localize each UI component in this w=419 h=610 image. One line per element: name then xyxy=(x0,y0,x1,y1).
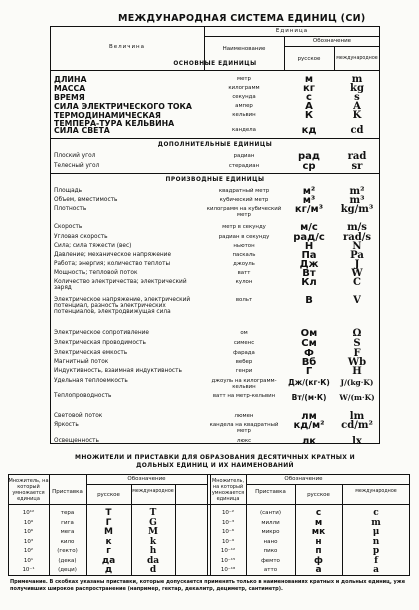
symbol-russian: См xyxy=(301,338,317,349)
symbol-russian: Г xyxy=(105,517,112,528)
header-quantity: Величина xyxy=(108,44,146,50)
prefix-name: (гекто) xyxy=(57,548,78,554)
quantity-name: Яркость xyxy=(54,422,79,428)
symbol-international: c xyxy=(373,508,379,518)
header-prefix: Приставка xyxy=(52,489,83,495)
quantity-name: Работа; энергия; количество теплоты xyxy=(54,261,171,267)
quantity-name: Освещенность xyxy=(54,438,99,444)
divider xyxy=(50,70,380,71)
unit-name: радиан в секунду xyxy=(218,234,270,240)
symbol-russian: к xyxy=(105,536,112,547)
header-international: международное xyxy=(336,56,378,61)
symbol-international: Pa xyxy=(350,250,364,261)
quantity-name: Световой поток xyxy=(54,413,103,419)
multiplier: 10⁻¹ xyxy=(22,567,35,573)
symbol-international: p xyxy=(372,546,380,556)
prefix-name: фемто xyxy=(261,557,280,564)
symbol-international: W/(m·K) xyxy=(339,393,375,402)
symbol-international: d xyxy=(149,565,157,575)
unit-name: метр xyxy=(237,76,251,82)
unit-name: ватт xyxy=(237,270,251,276)
header-unit: Единица xyxy=(275,28,309,34)
prefix-name: милли xyxy=(261,519,280,526)
page-title: МЕЖДУНАРОДНАЯ СИСТЕМА ЕДИНИЦ (СИ) xyxy=(118,13,366,24)
symbol-russian: а xyxy=(315,565,322,575)
symbol-international: rad/s xyxy=(342,232,372,243)
symbol-russian: п xyxy=(315,546,322,556)
symbol-international: k xyxy=(149,536,157,547)
prefix-table-title: МНОЖИТЕЛИ И ПРИСТАВКИ ДЛЯ ОБРАЗОВАНИЯ ДЕСЯТИЧНЫХ КРАТНЫХ И ДОЛЬНЫХ ЕДИНИЦ И ИХ НАИМЕНОВАНИЙ xyxy=(75,454,355,469)
symbol-russian: Ом xyxy=(300,328,318,339)
quantity-name: Электрическое сопротивление xyxy=(54,330,149,336)
symbol-international: A xyxy=(353,101,361,112)
header-international: международное xyxy=(132,489,174,494)
header-russian: русское xyxy=(97,492,120,498)
section-supplementary: ДОПОЛНИТЕЛЬНЫЕ ЕДИНИЦЫ xyxy=(157,142,273,148)
quantity-name: Угловая скорость xyxy=(54,234,108,240)
divider xyxy=(207,474,208,576)
unit-name: люкс xyxy=(236,438,252,444)
unit-name: ампер xyxy=(235,103,253,109)
unit-name: ватт на метр-кельвин xyxy=(212,393,276,399)
multiplier: 10⁻⁶ xyxy=(221,529,235,535)
quantity-name: Давление; механическое напряжение xyxy=(54,252,172,258)
symbol-international: Ω xyxy=(352,328,362,339)
quantity-name: Удельная теплоемкость xyxy=(54,378,128,384)
section-derived: ПРОИЗВОДНЫЕ ЕДИНИЦЫ xyxy=(165,177,265,183)
quantity-name: СИЛА СВЕТА xyxy=(54,126,110,135)
symbol-international: V xyxy=(353,295,361,306)
symbol-russian: В xyxy=(305,295,313,306)
quantity-name: Мощность; тепловой поток xyxy=(54,270,138,276)
symbol-international: lx xyxy=(352,436,362,447)
quantity-name: Сила; сила тяжести (вес) xyxy=(54,243,132,249)
section-base: ОСНОВНЫЕ ЕДИНИЦЫ xyxy=(173,61,257,67)
symbol-russian: м³ xyxy=(302,195,316,206)
unit-name: вольт xyxy=(235,297,253,303)
unit-name: сименс xyxy=(233,340,255,346)
prefix-name: тера xyxy=(60,510,75,516)
unit-name: квадратный метр xyxy=(218,188,270,194)
unit-name: джоуль xyxy=(233,261,255,267)
prefix-name: гига xyxy=(61,519,74,526)
multiplier: 10⁹ xyxy=(23,519,34,526)
symbol-international: C xyxy=(353,277,361,288)
symbol-international: J/(kg·K) xyxy=(340,378,374,387)
unit-name: стерадиан xyxy=(228,163,260,169)
unit-row xyxy=(50,206,380,218)
symbol-russian: кг xyxy=(302,83,315,94)
symbol-international: h xyxy=(149,546,157,556)
divider xyxy=(204,36,380,37)
symbol-russian: лк xyxy=(301,436,317,447)
symbol-russian: ср xyxy=(302,161,316,172)
divider xyxy=(246,484,410,485)
quantity-name: Электрическая проводимость xyxy=(54,340,146,346)
quantity-name: Индуктивность, взаимная индуктивность xyxy=(54,368,182,374)
prefix-name: нано xyxy=(263,538,278,545)
prefix-name: (деци) xyxy=(58,567,77,573)
symbol-russian: м² xyxy=(302,186,316,197)
symbol-international: sr xyxy=(351,161,363,172)
quantity-name: МАССА xyxy=(54,84,86,93)
symbol-russian: кг/м³ xyxy=(294,204,324,215)
symbol-russian: А xyxy=(305,101,313,112)
unit-name: кандела на квадратный метр xyxy=(209,422,279,434)
symbol-russian: м xyxy=(304,74,314,85)
unit-name: кельвин xyxy=(232,112,256,118)
unit-name: кубический метр xyxy=(219,197,269,203)
symbol-russian: кд xyxy=(301,125,317,136)
header-symbol: Обозначение xyxy=(127,476,166,482)
symbol-international: G xyxy=(149,517,157,528)
quantity-name: Плоский угол xyxy=(54,153,96,159)
symbol-russian: Г xyxy=(305,366,313,377)
symbol-russian: Дж/(кг·К) xyxy=(288,378,330,387)
symbol-russian: Вт/(м·К) xyxy=(291,393,327,402)
symbol-international: H xyxy=(352,366,362,377)
symbol-russian: Вт xyxy=(302,268,316,279)
prefix-name: атто xyxy=(263,567,278,573)
quantity-name: Электрическое напряжение, электрический потенциал, разность электрических потенциалов, электродвижущая сила xyxy=(54,297,191,316)
multiplier: 10⁻¹⁵ xyxy=(220,557,236,564)
multiplier: 10⁻³ xyxy=(221,519,235,526)
unit-name: радиан xyxy=(233,153,255,159)
unit-name: метр в секунду xyxy=(222,224,266,230)
unit-name: килограмм на кубический метр xyxy=(206,206,282,218)
prefix-name: пико xyxy=(263,548,278,554)
multiplier: 10² xyxy=(23,548,34,554)
unit-row xyxy=(50,378,380,390)
symbol-russian: Па xyxy=(301,250,317,261)
divider xyxy=(50,138,380,139)
symbol-russian: лм xyxy=(301,411,317,422)
symbol-russian: рад xyxy=(298,151,320,162)
quantity-name: ВРЕМЯ xyxy=(54,93,85,102)
symbol-russian: К xyxy=(304,110,314,121)
unit-name: килограмм xyxy=(228,85,260,91)
unit-name: джоуль на килограмм-кельвин xyxy=(211,378,277,390)
multiplier: 10¹² xyxy=(22,510,35,516)
symbol-international: N xyxy=(352,241,362,252)
unit-name: кандела xyxy=(232,127,256,133)
unit-name: секунда xyxy=(232,94,256,100)
symbol-russian: м xyxy=(314,517,323,528)
divider xyxy=(175,484,176,576)
symbol-russian: Кл xyxy=(301,277,317,288)
unit-row xyxy=(50,279,380,291)
prefix-name: мега xyxy=(60,529,75,535)
symbol-russian: кд/м² xyxy=(293,420,325,431)
header-multiplier: Множитель, на который умножается единица xyxy=(211,478,245,502)
quantity-name: Электрическая емкость xyxy=(54,350,128,356)
header-prefix: Приставка xyxy=(255,489,286,495)
header-symbol: Обозначение xyxy=(312,38,352,44)
footnote: Примечание. В скобках указаны приставки, которые допускается применять только в наименованиях кратных и дольных единиц, уже получивших широкое распространение (например, гектар, декалитр, дециметр, сантиметр). xyxy=(10,579,406,592)
symbol-russian: Вб xyxy=(301,357,317,368)
quantity-name: СИЛА ЭЛЕКТРИЧЕСКОГО ТОКА xyxy=(54,102,192,111)
symbol-international: cd xyxy=(350,125,364,136)
unit-name: вебер xyxy=(235,359,253,365)
quantity-name: Объем, вместимость xyxy=(54,197,118,203)
divider xyxy=(50,173,380,174)
multiplier: 10⁶ xyxy=(23,529,34,535)
symbol-russian: г xyxy=(106,546,111,556)
symbol-russian: н xyxy=(315,536,322,547)
symbol-international: T xyxy=(149,508,157,518)
multiplier: 10¹ xyxy=(23,557,34,564)
unit-row xyxy=(50,110,380,128)
unit-row xyxy=(50,438,380,450)
symbol-international: K xyxy=(352,110,362,121)
prefix-name: (санти) xyxy=(259,510,282,516)
quantity-name: Скорость xyxy=(54,224,83,230)
quantity-name: Телесный угол xyxy=(54,163,100,169)
multiplier: 10⁻⁹ xyxy=(221,538,235,545)
unit-name: кулон xyxy=(235,279,253,285)
quantity-name: ТЕРМОДИНАМИЧЕСКАЯ ТЕМПЕРА-ТУРА КЕЛЬВИНА xyxy=(54,111,175,128)
unit-row xyxy=(50,295,380,316)
divider xyxy=(86,484,207,485)
divider xyxy=(8,504,410,505)
symbol-international: m/s xyxy=(347,222,367,233)
symbol-russian: рад/с xyxy=(293,232,325,243)
unit-name: фарада xyxy=(233,350,255,356)
unit-name: генри xyxy=(235,368,253,374)
symbol-international: f xyxy=(374,555,378,566)
multiplier: 10⁻¹⁸ xyxy=(220,567,236,573)
symbol-international: lm xyxy=(349,411,365,422)
symbol-international: kg/m³ xyxy=(340,204,374,215)
symbol-russian: Ф xyxy=(304,348,314,359)
quantity-name: ДЛИНА xyxy=(54,75,87,84)
symbol-russian: д xyxy=(104,565,113,575)
unit-row xyxy=(50,422,380,434)
symbol-international: rad xyxy=(347,151,367,162)
quantity-name: Теплопроводность xyxy=(54,393,112,399)
symbol-international: J xyxy=(354,259,360,270)
symbol-russian: М xyxy=(104,527,113,537)
symbol-international: a xyxy=(373,565,379,575)
quantity-name: Площадь xyxy=(54,188,83,194)
symbol-russian: м/с xyxy=(300,222,318,233)
symbol-international: μ xyxy=(372,527,380,537)
symbol-international: da xyxy=(146,555,160,566)
unit-name: люмен xyxy=(234,413,254,419)
symbol-russian: Н xyxy=(304,241,314,252)
multiplier: 10⁻² xyxy=(221,510,235,516)
header-russian: русское xyxy=(297,56,321,62)
symbol-russian: Т xyxy=(105,508,112,518)
prefix-name: микро xyxy=(261,529,280,535)
symbol-international: W xyxy=(351,268,363,279)
unit-name: паскаль xyxy=(232,252,256,258)
symbol-international: S xyxy=(353,338,361,349)
symbol-russian: с xyxy=(306,92,312,103)
prefix-name: (дека) xyxy=(58,557,77,564)
header-russian: русское xyxy=(307,492,330,498)
divider xyxy=(284,46,380,47)
header-symbol: Обозначение xyxy=(284,476,323,482)
symbol-international: cd/m² xyxy=(341,420,373,431)
symbol-international: m² xyxy=(349,186,365,197)
symbol-international: M xyxy=(148,527,158,537)
symbol-international: m xyxy=(351,74,363,85)
symbol-russian: да xyxy=(101,555,116,566)
symbol-international: n xyxy=(372,536,380,547)
quantity-name: Магнитный поток xyxy=(54,359,109,365)
multiplier: 10³ xyxy=(23,538,34,545)
header-international: международное xyxy=(355,489,397,494)
multiplier: 10⁻¹² xyxy=(220,548,236,554)
symbol-international: F xyxy=(353,348,361,359)
symbol-russian: с xyxy=(315,508,322,518)
prefix-name: кило xyxy=(60,538,75,545)
quantity-name: Плотность xyxy=(54,206,87,212)
unit-row xyxy=(50,393,380,405)
symbol-international: Wb xyxy=(347,357,367,368)
symbol-russian: мк xyxy=(311,527,326,537)
symbol-russian: Дж xyxy=(299,259,319,270)
unit-name: ом xyxy=(240,330,248,336)
header-name: Наименование xyxy=(222,46,266,52)
header-multiplier: Множитель, на который умножается единица xyxy=(8,478,49,502)
quantity-name: Количество электричества; электрический заряд xyxy=(54,279,187,292)
symbol-international: m xyxy=(371,517,381,528)
symbol-international: s xyxy=(354,92,360,103)
symbol-international: kg xyxy=(350,83,364,94)
symbol-international: m³ xyxy=(349,195,365,206)
unit-name: ньютон xyxy=(233,243,255,249)
symbol-russian: ф xyxy=(314,555,323,566)
